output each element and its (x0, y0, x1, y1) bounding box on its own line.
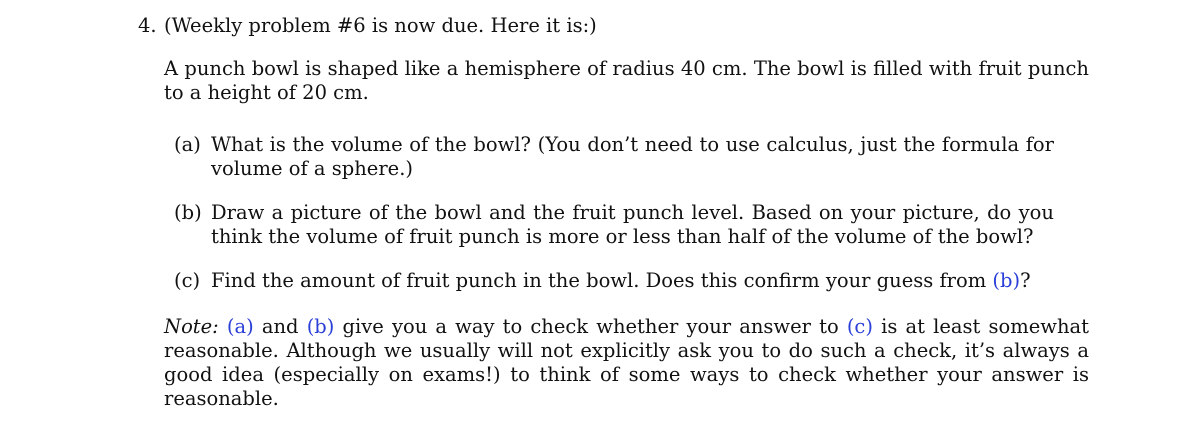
note-ref-a[interactable]: (a) (226, 315, 254, 338)
part-c-text-after: ? (1020, 269, 1031, 292)
problem-header-text: (Weekly problem #6 is now due. Here it is:) (164, 14, 597, 37)
note-paragraph (164, 315, 1089, 411)
part-a-text: What is the volume of the bowl? (You don’t need to use calculus, just the formula for volume of a sphere.) (211, 133, 1054, 180)
note-mid: give you a way to check whether your answer to (334, 315, 847, 338)
part-c-text (211, 269, 1054, 293)
problem-header (138, 14, 1088, 38)
note-and: and (253, 315, 307, 338)
note-ref-b[interactable]: (b) (306, 315, 335, 338)
part-b (174, 201, 1054, 249)
part-c-label: (c) (174, 269, 201, 292)
problem-number: 4. (138, 14, 157, 37)
note-label: Note: (164, 315, 219, 338)
ref-link-b[interactable]: (b) (992, 269, 1021, 292)
note-rest: is at least somewhat reasonable. Although we usually will not explicitly ask you to do such a check, it’s always a good idea (especially on exams!) to think of some ways to check whether your answer is reasonable. (164, 315, 1089, 410)
note-ref-c[interactable]: (c) (846, 315, 873, 338)
part-a (174, 133, 1054, 181)
part-b-label: (b) (174, 201, 202, 224)
problem-4 (138, 14, 1088, 411)
part-b-text: Draw a picture of the bowl and the fruit punch level. Based on your picture, do you think the volume of fruit punch is more or less than half of the volume of the bowl? (211, 201, 1054, 248)
problem-statement: A punch bowl is shaped like a hemisphere of radius 40 cm. The bowl is filled with fruit punch to a height of 20 cm. (164, 57, 1089, 104)
problem-parts (174, 133, 1054, 293)
part-c-text-before: Find the amount of fruit punch in the bowl. Does this confirm your guess from (211, 269, 993, 292)
part-c (174, 269, 1054, 293)
part-a-label: (a) (174, 133, 201, 156)
